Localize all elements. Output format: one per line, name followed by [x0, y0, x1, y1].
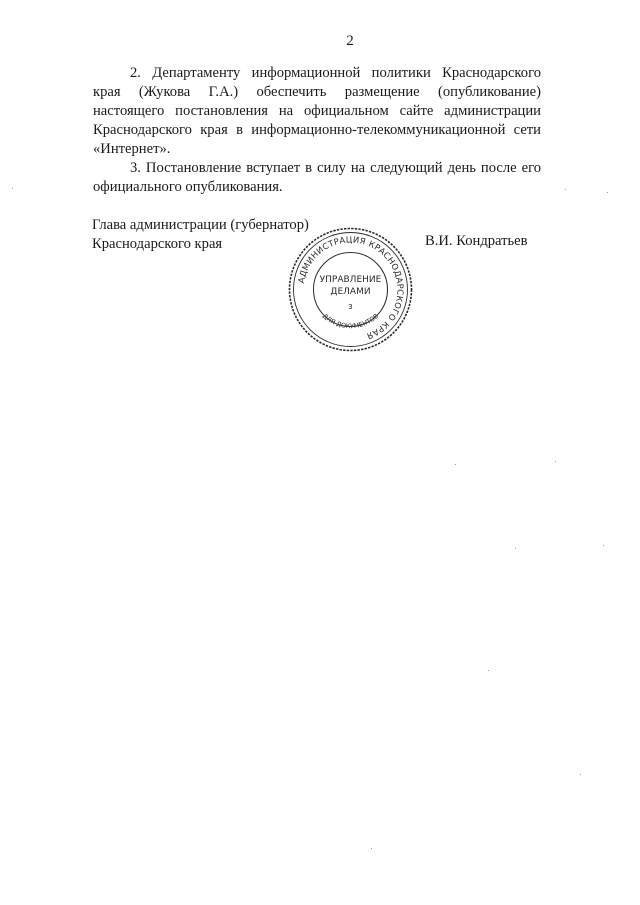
scan-speck	[455, 464, 456, 465]
seal-center-line1: УПРАВЛЕНИЕ	[319, 275, 382, 285]
scan-speck	[607, 192, 608, 193]
document-body	[93, 64, 541, 197]
scan-speck	[488, 670, 489, 671]
signer-title-line1: Глава администрации (губернатор)	[92, 217, 309, 233]
scan-speck	[603, 545, 604, 546]
scan-speck	[12, 188, 13, 189]
scan-speck	[515, 548, 516, 549]
scan-speck	[555, 461, 556, 462]
paragraph-2: 2. Департаменту информационной политики Краснодарского края (Жукова Г.А.) обеспечить размещение (опубликование) настоящего постановления на официальном сайте администрации Краснодарского края в информационно-телекоммуникационной сети «Интернет».	[93, 65, 541, 157]
scan-speck	[580, 774, 581, 775]
paragraph-3: 3. Постановление вступает в силу на следующий день после его официального опубликования.	[93, 160, 541, 195]
signer-title-line2: Краснодарского края	[92, 236, 223, 252]
seal-outer-text: АДМИНИСТРАЦИЯ КРАСНОДАРСКОГО КРАЯ	[295, 234, 406, 342]
signature-block	[92, 216, 309, 254]
seal-number: 3	[348, 303, 353, 311]
signer-name: В.И. Кондратьев	[425, 233, 528, 249]
scan-speck	[371, 848, 372, 849]
scan-speck	[565, 189, 566, 190]
page-number: 2	[346, 33, 354, 49]
seal-center-line2: ДЕЛАМИ	[330, 287, 371, 297]
seal-bottom-text: ДЛЯ ДОКУМЕНТОВ	[320, 311, 381, 331]
official-seal	[287, 226, 414, 353]
